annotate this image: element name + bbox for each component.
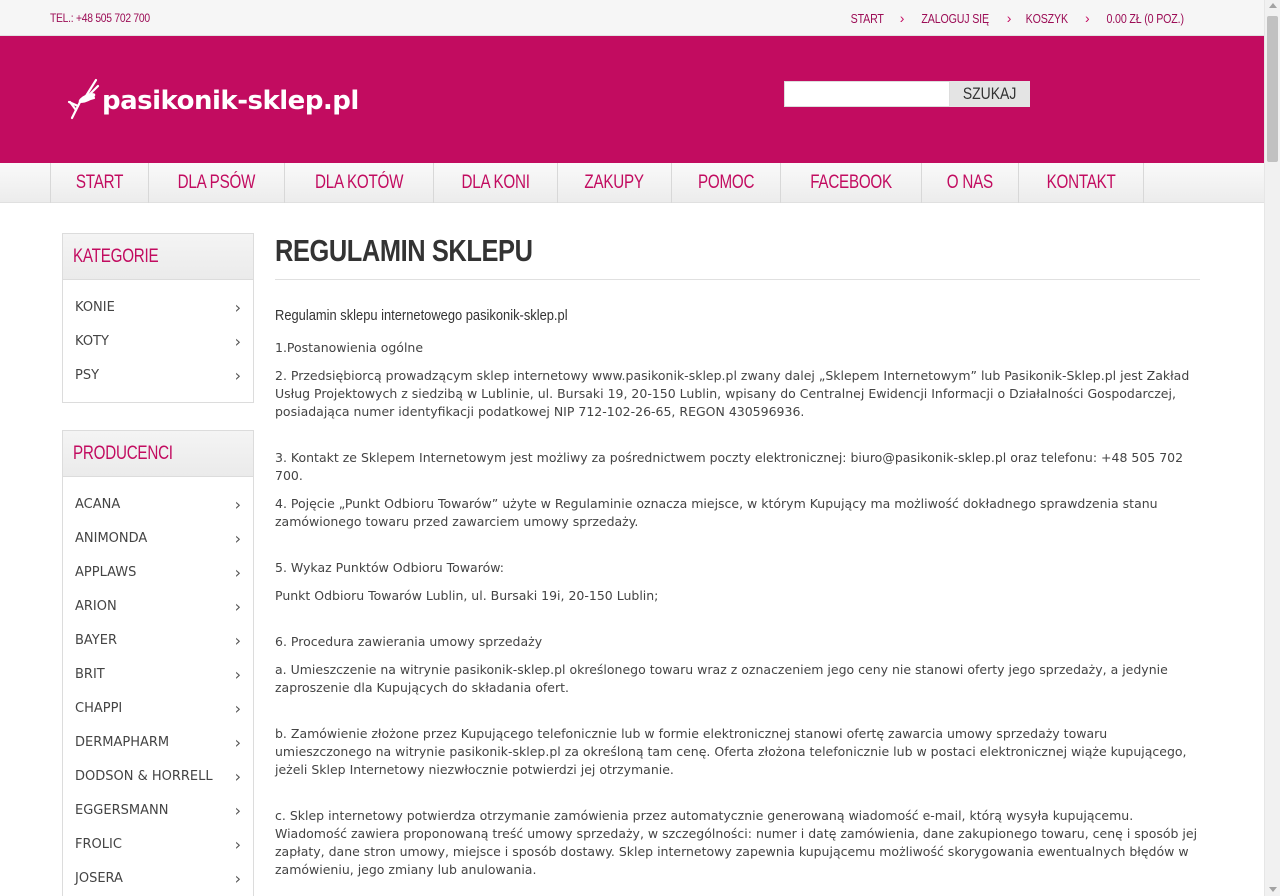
terms-paragraph: a. Umieszczenie na witrynie pasikonik-sklep.pl określonego towaru wraz z oznaczeniem jego ceny nie stanowi oferty jego sprzedaży, a jedynie zaproszenie dla Kupujących do składania ofert. [275,662,1168,695]
producers-box [62,430,254,896]
producer-item[interactable] [63,555,253,589]
nav-item-dla-kotow[interactable] [285,163,434,203]
terms-paragraph: 6. Procedura zawierania umowy sprzedaży [275,634,543,649]
chevron-right-icon: › [1084,10,1090,26]
nav-item-o-nas[interactable] [922,163,1019,203]
scroll-down-icon[interactable] [1269,887,1277,892]
terms-paragraph: Punkt Odbioru Towarów Lublin, ul. Bursaki 19i, 20-150 Lublin; [275,588,659,603]
nav-item-label: O NAS [946,172,993,193]
nav-item-label: POMOC [697,172,754,193]
nav-item-dla-koni[interactable] [434,163,558,203]
chevron-right-icon: › [899,10,905,26]
producer-item[interactable] [63,623,253,657]
nav-item-start[interactable] [51,163,149,203]
top-link-login[interactable]: ZALOGUJ SIĘ [921,10,990,26]
nav-item-kontakt[interactable] [1019,163,1144,203]
producer-item[interactable] [63,793,253,827]
nav-item-label: START [75,172,124,193]
chevron-right-icon: › [234,834,241,854]
chevron-right-icon: › [234,297,241,317]
main-content [275,233,1200,877]
chevron-right-icon: › [234,331,241,351]
producer-label: APPLAWS [75,564,137,580]
main-nav [0,163,1264,203]
category-item[interactable] [63,324,253,358]
nav-item-label: KONTAKT [1046,172,1116,193]
producer-item[interactable] [63,827,253,861]
nav-item-label: DLA KONI [461,172,530,193]
categories-title: KATEGORIE [73,246,159,267]
top-link-start[interactable]: START [850,10,885,26]
chevron-right-icon: › [234,868,241,888]
chevron-right-icon: › [234,800,241,820]
terms-subheading: Regulamin sklepu internetowego pasikonik-sklep.pl [275,307,568,324]
producer-item[interactable] [63,521,253,555]
producer-label: CHAPPI [75,700,123,716]
producer-label: BAYER [75,632,117,648]
nav-item-facebook[interactable] [781,163,922,203]
chevron-right-icon: › [234,630,241,650]
chevron-right-icon: › [234,528,241,548]
chevron-right-icon: › [1006,10,1012,26]
producer-label: DERMAPHARM [75,734,170,750]
terms-subheading-wrap [275,307,1200,325]
producer-item[interactable] [63,725,253,759]
terms-paragraph: 3. Kontakt ze Sklepem Internetowym jest możliwy za pośrednictwem poczty elektronicznej: biuro@pasikonik-sklep.pl oraz telefonu: +48 505 702 700. [275,450,1184,483]
terms-paragraph: 5. Wykaz Punktów Odbioru Towarów: [275,560,504,575]
nav-item-label: DLA KOTÓW [314,172,404,193]
scrollbar-thumb[interactable] [1267,16,1278,162]
category-label: KONIE [75,299,115,315]
category-label: KOTY [75,333,109,349]
search-input[interactable] [784,81,950,107]
producer-item[interactable] [63,759,253,793]
producer-item[interactable] [63,657,253,691]
scroll-up-icon[interactable] [1269,3,1277,8]
producers-header [63,431,253,477]
producer-label: EGGERSMANN [75,802,169,818]
nav-item-zakupy[interactable] [558,163,671,203]
search-button-label: SZUKAJ [963,84,1017,103]
producer-label: ANIMONDA [75,530,148,546]
terms-paragraph: 1.Postanowienia ogólne [275,340,424,355]
chevron-right-icon: › [234,766,241,786]
categories-header [63,234,253,280]
page-title: REGULAMIN SKLEPU [275,233,533,268]
producer-label: DODSON & HORRELL [75,768,213,784]
page-scrollbar[interactable] [1264,0,1280,896]
cart-summary[interactable]: 0.00 ZŁ (0 POZ.) [1106,10,1184,26]
logo-text: pasikonik-sklep.pl [102,86,359,116]
title-divider [275,279,1200,280]
search-form [784,81,1030,107]
producer-item[interactable] [63,487,253,521]
nav-item-label: DLA PSÓW [177,172,256,193]
chevron-right-icon: › [234,494,241,514]
top-bar [0,0,1264,36]
search-button[interactable] [950,81,1030,107]
producers-list [63,477,253,896]
nav-item-label: FACEBOOK [810,172,892,193]
nav-item-label: ZAKUPY [584,172,645,193]
producer-label: ARION [75,598,117,614]
terms-paragraph: 4. Pojęcie „Punkt Odbioru Towarów” użyte w Regulaminie oznacza miejsce, w którym Kupujący ma możliwość dokładnego sprawdzenia stanu zamówionego towaru przed zawarciem umowy sprzedaży. [275,496,1158,529]
chevron-right-icon: › [234,664,241,684]
producers-title: PRODUCENCI [73,443,173,464]
terms-paragraph: c. Sklep internetowy potwierdza otrzymanie zamówienia przez automatycznie generowaną wiadomość e-mail, którą wysyła kupującemu. Wiadomość zawiera proponowaną treść umowy sprzedaży, w szczególności: numer i datę zamówienia, dane zakupionego towaru, cenę i sposób jej zapłaty, dane stron umowy, miejsce i sposób dostawy. Sklep internetowy zapewnia kupującemu możliwość skorygowania ewentualnych błędów w zamówieniu, jego zmiany lub anulowania. [275,808,1198,877]
terms-paragraph: 2. Przedsiębiorcą prowadzącym sklep internetowy www.pasikonik-sklep.pl zwany dalej „Sklepem Internetowym” lub Pasikonik-Sklep.pl jest Zakład Usług Projektowych z siedzibą w Lublinie, ul. Bursaki 19, 20-150 Lublin, wpisany do Centralnej Ewidencji Informacji o Działalności Gospodarczej, posiadająca numer identyfikacji podatkowej NIP 712-102-26-65, REGON 430596936. [275,368,1190,419]
top-links [847,10,1192,26]
nav-item-pomoc[interactable] [672,163,781,203]
chevron-right-icon: › [234,562,241,582]
phone-number: TEL.: +48 505 702 700 [50,11,150,25]
producer-item[interactable] [63,691,253,725]
producer-label: BRIT [75,666,105,682]
producer-item[interactable] [63,589,253,623]
producer-label: JOSERA [75,870,123,886]
category-item[interactable] [63,290,253,324]
category-item[interactable] [63,358,253,392]
site-header [0,36,1264,163]
chevron-right-icon: › [234,596,241,616]
chevron-right-icon: › [234,732,241,752]
grasshopper-icon [66,76,100,126]
producer-label: ACANA [75,496,121,512]
terms-paragraph: b. Zamówienie złożone przez Kupującego telefonicznie lub w formie elektronicznej stanowi ofertę zawarcia umowy sprzedaży towaru umieszczonego na witrynie pasikonik-sklep.pl za określoną tam cenę. Oferta złożona telefonicznie lub w postaci elektronicznej wiąże kupującego, jeżeli Sklep Internetowy niezwłocznie potwierdzi jej otrzymanie. [275,726,1187,777]
category-label: PSY [75,367,100,383]
categories-box [62,233,254,403]
chevron-right-icon: › [234,698,241,718]
producer-label: FROLIC [75,836,122,852]
site-logo[interactable] [66,76,359,126]
chevron-right-icon: › [234,365,241,385]
top-link-cart[interactable]: KOSZYK [1026,10,1069,26]
producer-item[interactable] [63,861,253,895]
nav-item-dla-psow[interactable] [149,163,285,203]
categories-list [63,280,253,398]
